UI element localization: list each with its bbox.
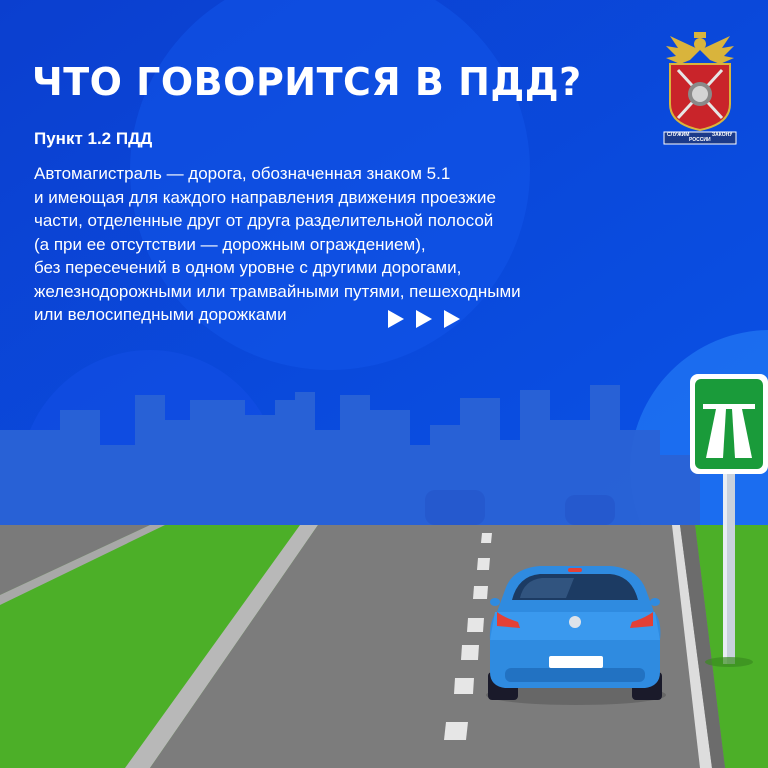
definition-line: (а при ее отсутствии — дорожным ограждением), — [34, 234, 426, 254]
definition-line: Автомагистраль — дорога, обозначенная знаком 5.1 — [34, 164, 451, 183]
emblem-label-right: ЗАКОНУ — [712, 132, 733, 138]
definition-line: железнодорожными или трамвайными путями, пешеходными — [34, 281, 521, 301]
page-title: ЧТО ГОВОРИТСЯ В ПДД? — [32, 60, 582, 104]
emblem-label-mid: РОССИИ — [689, 137, 711, 143]
definition-line: без пересечений в одном уровне с другими дорогами, — [34, 258, 462, 277]
play-arrow-icon — [388, 310, 404, 328]
rule-definition-text — [34, 162, 674, 327]
rule-subtitle: Пункт 1.2 ПДД — [34, 129, 153, 148]
emblem-label-left: СЛУЖИМ — [667, 132, 690, 138]
play-arrow-icon — [416, 310, 432, 328]
definition-line: или велосипедными дорожками — [34, 305, 287, 324]
triple-play-arrows-icon — [388, 310, 460, 328]
police-eagle-emblem-icon — [660, 26, 740, 156]
definition-line: части, отделенные друг от друга разделительной полосой — [34, 211, 494, 230]
play-arrow-icon — [444, 310, 460, 328]
definition-line: и имеющая для каждого направления движения проезжие — [34, 187, 496, 207]
blue-car — [486, 566, 666, 705]
